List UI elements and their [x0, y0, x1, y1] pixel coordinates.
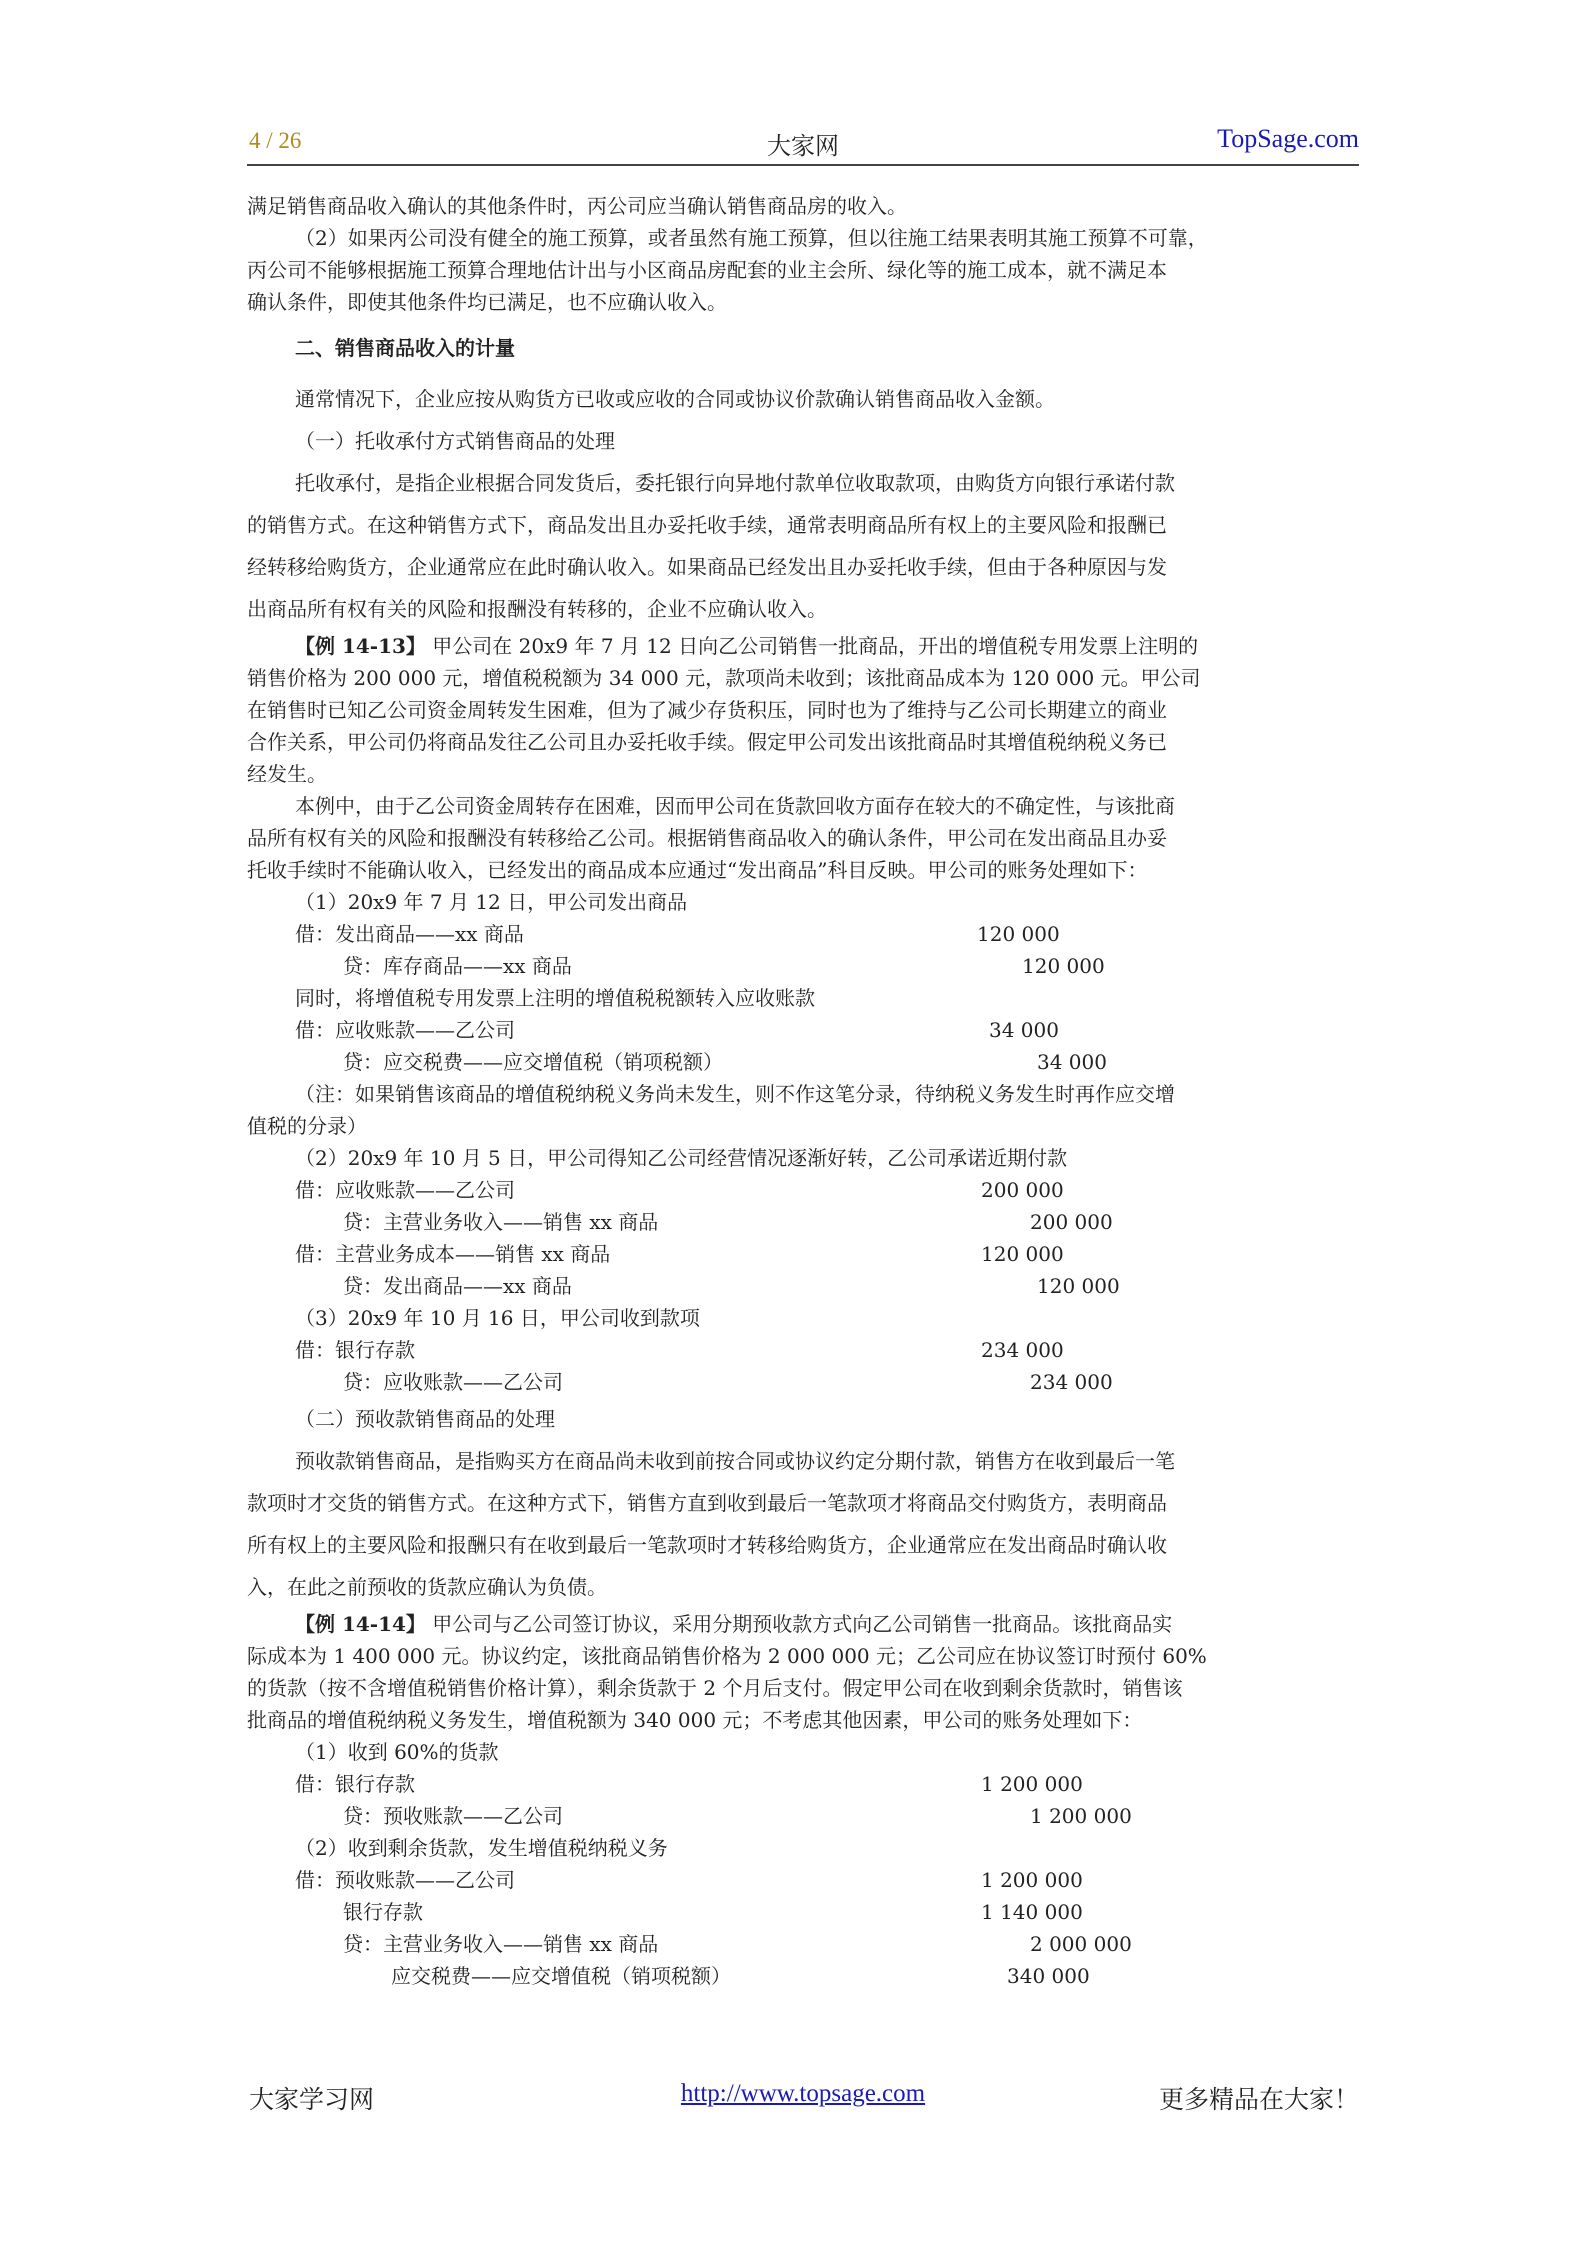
entry-line	[247, 1334, 1359, 1366]
example-line	[247, 1608, 1359, 1640]
body-line: 预收款销售商品，是指购买方在商品尚未收到前按合同或协议约定分期付款，销售方在收到最后一笔	[295, 1449, 1175, 1473]
example-tag: 【例 14-13】	[295, 634, 426, 658]
entry-step: （1）收到 60%的货款	[295, 1740, 499, 1764]
body-line: （2）如果丙公司没有健全的施工预算，或者虽然有施工预算，但以往施工结果表明其施工预算不可靠，	[295, 226, 1208, 250]
body-line: 批商品的增值税纳税义务发生，增值税额为 340 000 元；不考虑其他因素，甲公司的账务处理如下：	[247, 1708, 1143, 1732]
example-line	[247, 630, 1359, 662]
footer-slogan: 更多精品在大家！	[1158, 2085, 1359, 2114]
page-header	[247, 122, 1359, 166]
entry-account: 贷：预收账款——乙公司	[343, 1804, 563, 1828]
entry-account: 借：银行存款	[295, 1772, 415, 1796]
entry-line	[247, 1270, 1359, 1302]
entry-line	[247, 1174, 1359, 1206]
example-text: 甲公司在 20x9 年 7 月 12 日向乙公司销售一批商品，开出的增值税专用发票上注明的	[432, 634, 1199, 658]
entry-account: 借：预收账款——乙公司	[295, 1868, 515, 1892]
entry-amount: 234 000	[1030, 1370, 1113, 1394]
entry-amount: 120 000	[1037, 1274, 1120, 1298]
entry-line	[247, 1864, 1359, 1896]
entry-line	[247, 1014, 1359, 1046]
body-line: 所有权上的主要风险和报酬只有在收到最后一笔款项时才转移给购货方，企业通常应在发出商品时确认收	[247, 1533, 1167, 1557]
body-line: 际成本为 1 400 000 元。协议约定，该批商品销售价格为 2 000 000 元；乙公司应在协议签订时预付 60%	[247, 1644, 1207, 1668]
entry-step: （3）20x9 年 10 月 16 日，甲公司收到款项	[295, 1306, 700, 1330]
entry-line	[247, 1366, 1359, 1398]
page-footer	[247, 2080, 1359, 2120]
entry-amount: 120 000	[977, 922, 1060, 946]
entry-account: 银行存款	[343, 1900, 423, 1924]
entry-line	[247, 1206, 1359, 1238]
footer-link[interactable]: http://www.topsage.com	[680, 2080, 926, 2107]
body-line: 合作关系，甲公司仍将商品发往乙公司且办妥托收手续。假定甲公司发出该批商品时其增值税纳税义务已	[247, 730, 1167, 754]
entry-line	[247, 1928, 1359, 1960]
body-line: （注：如果销售该商品的增值税纳税义务尚未发生，则不作这笔分录，待纳税义务发生时再作应交增	[295, 1082, 1175, 1106]
entry-step: （2）20x9 年 10 月 5 日，甲公司得知乙公司经营情况逐渐好转，乙公司承诺近期付款	[295, 1146, 1068, 1170]
body-line: 出商品所有权有关的风险和报酬没有转移的，企业不应确认收入。	[247, 597, 827, 621]
entry-account: 借：主营业务成本——销售 xx 商品	[295, 1242, 611, 1266]
entry-account: 贷：发出商品——xx 商品	[343, 1274, 572, 1298]
site-name: 大家网	[767, 132, 839, 160]
entry-account: 贷：应交税费——应交增值税（销项税额）	[343, 1050, 723, 1074]
entry-line	[247, 1768, 1359, 1800]
footer-site-name: 大家学习网	[249, 2085, 375, 2114]
entry-line	[247, 1046, 1359, 1078]
section-heading: 二、销售商品收入的计量	[295, 336, 515, 360]
entry-amount: 2 000 000	[1030, 1932, 1132, 1956]
body-line: 满足销售商品收入确认的其他条件时，丙公司应当确认销售商品房的收入。	[247, 194, 907, 218]
entry-amount: 200 000	[1030, 1210, 1113, 1234]
document-body	[247, 190, 1359, 1992]
body-line: 托收手续时不能确认收入，已经发出的商品成本应通过“发出商品”科目反映。甲公司的账务处理如下：	[247, 858, 1148, 882]
body-line: 本例中，由于乙公司资金周转存在困难，因而甲公司在货款回收方面存在较大的不确定性，与该批商	[295, 794, 1175, 818]
entry-account: 贷：库存商品——xx 商品	[343, 954, 572, 978]
entry-account: 借：发出商品——xx 商品	[295, 922, 524, 946]
entry-account: 应交税费——应交增值税（销项税额）	[391, 1964, 731, 1988]
entry-account: 贷：应收账款——乙公司	[343, 1370, 563, 1394]
entry-account: 借：应收账款——乙公司	[295, 1018, 515, 1042]
body-line: 的货款（按不含增值税销售价格计算），剩余货款于 2 个月后支付。假定甲公司在收到剩余货款时，销售该	[247, 1676, 1183, 1700]
entry-account: 借：应收账款——乙公司	[295, 1178, 515, 1202]
body-line: 入，在此之前预收的货款应确认为负债。	[247, 1575, 607, 1599]
entry-amount: 1 200 000	[981, 1772, 1083, 1796]
entry-amount: 34 000	[1037, 1050, 1107, 1074]
body-line: 托收承付，是指企业根据合同发货后，委托银行向异地付款单位收取款项，由购货方向银行承诺付款	[295, 471, 1175, 495]
entry-line	[247, 1800, 1359, 1832]
entry-line	[247, 918, 1359, 950]
entry-amount: 120 000	[981, 1242, 1064, 1266]
example-tag: 【例 14-14】	[295, 1612, 426, 1636]
entry-account: 贷：主营业务收入——销售 xx 商品	[343, 1210, 659, 1234]
body-line: 值税的分录）	[247, 1114, 367, 1138]
example-text: 甲公司与乙公司签订协议，采用分期预收款方式向乙公司销售一批商品。该批商品实	[432, 1612, 1173, 1636]
body-line: 同时，将增值税专用发票上注明的增值税税额转入应收账款	[295, 986, 815, 1010]
entry-account: 借：银行存款	[295, 1338, 415, 1362]
subsection-heading: （一）托收承付方式销售商品的处理	[295, 429, 615, 453]
body-line: 丙公司不能够根据施工预算合理地估计出与小区商品房配套的业主会所、绿化等的施工成本，就不满足本	[247, 258, 1167, 282]
entry-step: （2）收到剩余货款，发生增值税纳税义务	[295, 1836, 668, 1860]
entry-amount: 34 000	[989, 1018, 1059, 1042]
entry-amount: 234 000	[981, 1338, 1064, 1362]
body-line: 的销售方式。在这种销售方式下，商品发出且办妥托收手续，通常表明商品所有权上的主要风险和报酬已	[247, 513, 1167, 537]
body-line: 在销售时已知乙公司资金周转发生困难，但为了减少存货积压，同时也为了维持与乙公司长期建立的商业	[247, 698, 1167, 722]
body-line: 经转移给购货方，企业通常应在此时确认收入。如果商品已经发出且办妥托收手续，但由于各种原因与发	[247, 555, 1167, 579]
entry-account: 贷：主营业务收入——销售 xx 商品	[343, 1932, 659, 1956]
entry-amount: 340 000	[1007, 1964, 1090, 1988]
body-line: 通常情况下，企业应按从购货方已收或应收的合同或协议价款确认销售商品收入金额。	[295, 387, 1055, 411]
entry-line	[247, 1238, 1359, 1270]
site-link[interactable]: TopSage.com	[1217, 124, 1359, 153]
entry-amount: 1 140 000	[981, 1900, 1083, 1924]
entry-amount: 1 200 000	[1030, 1804, 1132, 1828]
entry-line	[247, 1896, 1359, 1928]
body-line: 确认条件，即使其他条件均已满足，也不应确认收入。	[247, 290, 727, 314]
body-line: 经发生。	[247, 762, 327, 786]
entry-amount: 200 000	[981, 1178, 1064, 1202]
entry-step: （1）20x9 年 7 月 12 日，甲公司发出商品	[295, 890, 688, 914]
body-line: 销售价格为 200 000 元，增值税税额为 34 000 元，款项尚未收到；该批商品成本为 120 000 元。甲公司	[247, 666, 1201, 690]
entry-amount: 1 200 000	[981, 1868, 1083, 1892]
entry-amount: 120 000	[1022, 954, 1105, 978]
page-number: 4 / 26	[249, 128, 302, 153]
entry-line	[247, 1960, 1359, 1992]
subsection-heading: （二）预收款销售商品的处理	[295, 1407, 555, 1431]
body-line: 品所有权有关的风险和报酬没有转移给乙公司。根据销售商品收入的确认条件，甲公司在发出商品且办妥	[247, 826, 1167, 850]
entry-line	[247, 950, 1359, 982]
body-line: 款项时才交货的销售方式。在这种方式下，销售方直到收到最后一笔款项才将商品交付购货方，表明商品	[247, 1491, 1167, 1515]
